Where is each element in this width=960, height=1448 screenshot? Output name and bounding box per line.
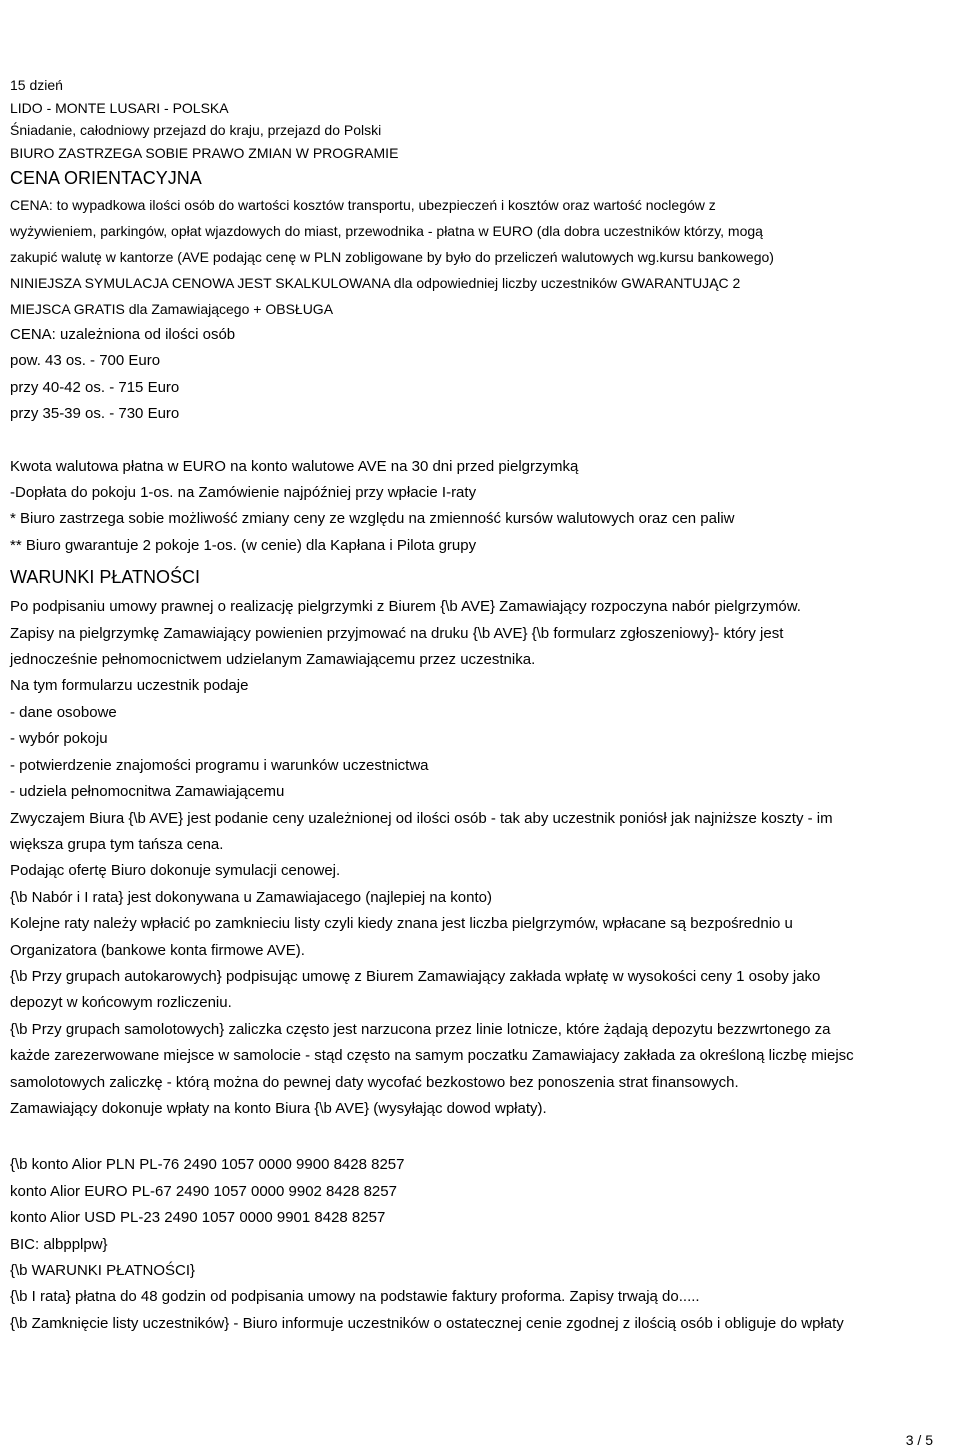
payment-line: {\b Przy grupach autokarowych} podpisując umowę z Biurem Zamawiający zakłada wpłatę w wysokości ceny 1 osoby jako [10, 967, 821, 985]
program-disclaimer: BIURO ZASTRZEGA SOBIE PRAWO ZMIAN W PROGRAMIE [10, 144, 399, 161]
list-closing-note: {\b Zamknięcie listy uczestników} - Biuro informuje uczestników o ostatecznej cenie zgodnej z ilością osób i obliguje do wpłaty [10, 1314, 844, 1332]
payment-line: {\b Nabór i I rata} jest dokonywana u Zamawiajacego (najlepiej na konto) [10, 888, 492, 906]
price-heading: CENA ORIENTACYJNA [10, 168, 202, 188]
document-page [10, 74, 955, 1337]
price-description-line: zakupić walutę w kantorze (AVE podając cenę w PLN zobligowane by było do przeliczeń walutowych wg.kursu bankowego) [10, 249, 774, 265]
price-note: Kwota walutowa płatna w EURO na konto walutowe AVE na 30 dni przed pielgrzymką [10, 457, 579, 475]
day-label: 15 dzień [10, 77, 63, 93]
payment-section [10, 564, 955, 1337]
price-tier: przy 40-42 os. - 715 Euro [10, 378, 180, 396]
payment-line: każde zarezerwowane miejsce w samolocie - stąd często na samym poczatku Zamawiajacy zakłada za określoną liczbę miejsc [10, 1047, 854, 1065]
bank-account-line: konto Alior USD PL-23 2490 1057 0000 9901 8428 8257 [10, 1209, 386, 1227]
price-description-line: wyżywieniem, parkingów, opłat wjazdowych do miast, przewodnika - płatna w EURO (dla dobra uczestników którzy, mogą [10, 223, 763, 239]
payment-line: Organizatora (bankowe konta firmowe AVE). [10, 941, 305, 959]
price-dependency: CENA: uzależniona od ilości osób [10, 326, 236, 343]
price-note: -Dopłata do pokoju 1-os. na Zamówienie najpóźniej przy wpłacie I-raty [10, 484, 477, 502]
page-number: 3 / 5 [905, 1432, 933, 1448]
payment-line: większa grupa tym tańsza cena. [10, 835, 224, 853]
payment-line: Podając ofertę Biuro dokonuje symulacji cenowej. [10, 862, 341, 880]
payment-line: - dane osobowe [10, 703, 117, 721]
payment-line: Zapisy na pielgrzymkę Zamawiający powienien przyjmować na druku {\b AVE} {\b formularz zgłoszeniowy}- który jest [10, 624, 784, 642]
payment-line: Kolejne raty należy wpłacić po zamknieciu listy czyli kiedy znana jest liczba pielgrzymów, wpłacane są bezpośrednio u [10, 915, 793, 933]
payment-line: Po podpisaniu umowy prawnej o realizację pielgrzymki z Biurem {\b AVE} Zamawiający rozpoczyna nabór pielgrzymów. [10, 598, 801, 616]
payment-heading: WARUNKI PŁATNOŚCI [10, 567, 201, 588]
price-tier: pow. 43 os. - 700 Euro [10, 352, 161, 370]
bank-account-line: konto Alior EURO PL-67 2490 1057 0000 9902 8428 8257 [10, 1182, 397, 1200]
bic-code: BIC: albpplpw} [10, 1235, 108, 1253]
payment-line: - udziela pełnomocnitwa Zamawiającemu [10, 783, 285, 801]
payment-line: samolotowych zaliczkę - którą można do pewnej daty wycofać bezkostowo bez ponoszenia strat finansowych. [10, 1073, 739, 1091]
payment-line: Zamawiający dokonuje wpłaty na konto Biura {\b AVE} (wysyłając dowod wpłaty). [10, 1099, 547, 1117]
price-note: ** Biuro gwarantuje 2 pokoje 1-os. (w cenie) dla Kapłana i Pilota grupy [10, 536, 477, 554]
payment-line: Zwyczajem Biura {\b AVE} jest podanie ceny uzależnionej od ilości osób - tak aby uczestnik poniósł jak najniższe koszty - im [10, 809, 833, 827]
price-description-line: CENA: to wypadkowa ilości osób do wartości kosztów transportu, ubezpieczeń i kosztów oraz wartość noclegów z [10, 197, 716, 213]
payment-line: - wybór pokoju [10, 730, 108, 748]
route-title: LIDO - MONTE LUSARI - POLSKA [10, 99, 229, 116]
price-section [10, 165, 955, 559]
spacer [10, 428, 955, 454]
payment-line: Na tym formularzu uczestnik podaje [10, 677, 249, 695]
spacer [10, 1122, 955, 1152]
payment-line: depozyt w końcowym rozliczeniu. [10, 994, 232, 1012]
price-description-line: NINIEJSZA SYMULACJA CENOWA JEST SKALKULOWANA dla odpowiedniej liczby uczestników GWARANTUJĄC 2 [10, 275, 741, 291]
first-installment-note: {\b I rata} płatna do 48 godzin od podpisania umowy na podstawie faktury proforma. Zapisy trwają do..... [10, 1288, 700, 1306]
payment-terms-label: {\b WARUNKI PŁATNOŚCI} [10, 1262, 196, 1279]
bank-account-line: {\b konto Alior PLN PL-76 2490 1057 0000 9900 8428 8257 [10, 1156, 405, 1174]
payment-line: - potwierdzenie znajomości programu i warunków uczestnictwa [10, 756, 429, 774]
price-description-line: MIEJSCA GRATIS dla Zamawiającego + OBSŁUGA [10, 301, 334, 317]
price-note: * Biuro zastrzega sobie możliwość zmiany ceny ze względu na zmienność kursów walutowych oraz cen paliw [10, 510, 735, 528]
payment-line: {\b Przy grupach samolotowych} zaliczka często jest narzucona przez linie lotnicze, które żądają depozytu bezzwrtonego za [10, 1020, 831, 1038]
price-tier: przy 35-39 os. - 730 Euro [10, 405, 180, 423]
meals-description: Śniadanie, całodniowy przejazd do kraju, przejazd do Polski [10, 122, 382, 138]
day-header [10, 74, 955, 164]
payment-line: jednocześnie pełnomocnictwem udzielanym Zamawiającemu przez uczestnika. [10, 651, 536, 669]
